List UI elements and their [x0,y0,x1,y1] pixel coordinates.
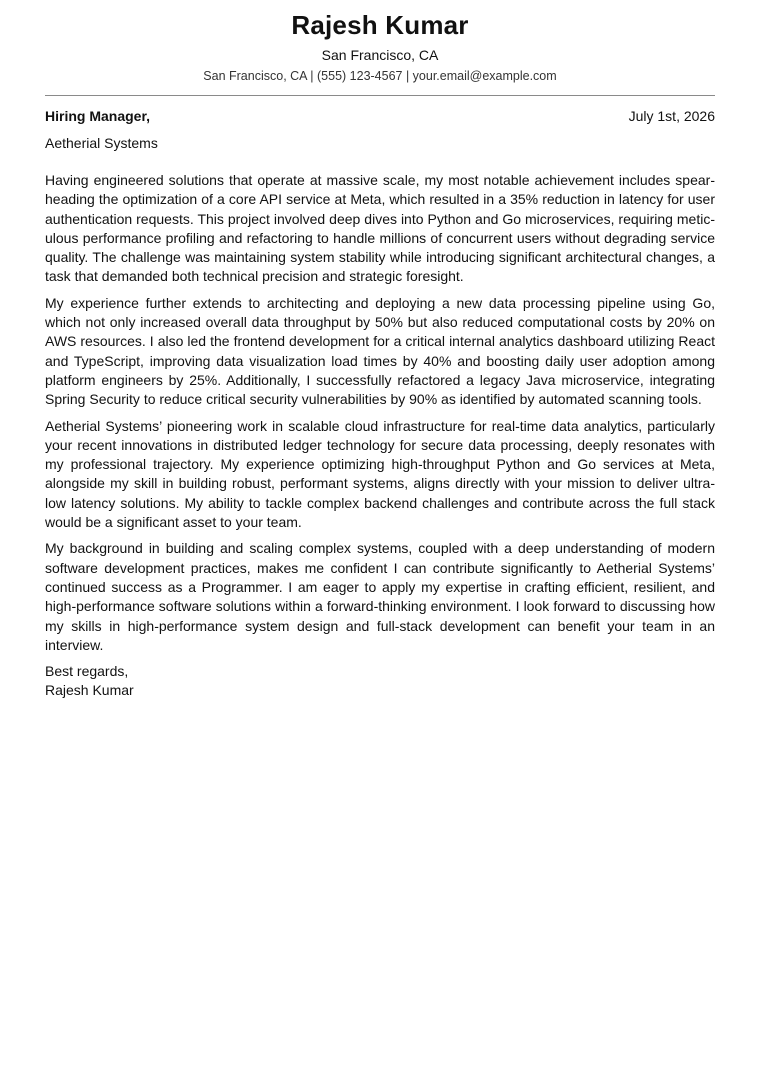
recipient-company: Aetherial Systems [45,135,158,151]
letter-date: July 1st, 2026 [628,108,715,124]
sender-name: Rajesh Kumar [291,10,469,40]
body-paragraph: My background in building and scaling complex systems, coupled with a deep understanding of modern software development practices, makes me confident I can contribute significantly to Aetherial Systems’ continued success as a Programmer. I am eager to apply my expertise in crafting efficient, resilient, and high-performance software solutions within a forward-thinking environment. I look forward to discussing how my skills in high-performance system design and full-stack development can benefit your team in an interview. [45,540,715,653]
closing-phrase: Best regards, [45,663,129,680]
recipient-date-row [45,106,715,126]
signature-name: Rajesh Kumar [45,682,134,699]
letter-header [45,0,715,85]
sender-contact-line: San Francisco, CA | (555) 123-4567 | your.email@example.com [203,69,557,83]
body-paragraph: Aetherial Systems’ pioneering work in scalable cloud infrastructure for real-time data analytics, particularly your recent innovations in distributed ledger technology for secure data processing, deeply resonates with my professional trajectory. My experience optimizing high-throughput Python and Go services at Meta, alongside my skill in building robust, performant systems, aligns directly with your mission to deliver ultra-low latency solutions. My ability to tackle complex backend challenges and contribute across the full stack would be a significant asset to your team. [45,417,715,531]
sender-location: San Francisco, CA [321,47,439,63]
header-divider [45,95,715,96]
recipient-salutation: Hiring Manager, [45,108,151,124]
body-paragraph: My experience further extends to architecting and deploying a new data processing pipeline using Go, which not only increased overall data throughput by 50% but also reduced computational costs by 20% on AWS resources. I also led the frontend development for a critical internal analytics dashboard utilizing React and TypeScript, improving data visualization load times by 40% and boosting daily user adoption among platform engineers by 25%. Additionally, I successfully refactored a legacy Java microservice, integrating Spring Security to reduce critical security vulnerabilities by 90% as identified by automated scanning tools. [45,294,715,408]
letter-body [45,171,715,655]
letter-closing [45,662,715,701]
body-paragraph: Having engineered solutions that operate at massive scale, my most notable achievement includes spearheading the optimization of a core API service at Meta, which resulted in a 35% reduction in latency for user authentication requests. This project involved deep dives into Python and Go microservices, requiring meticulous performance profiling and refactoring to handle millions of concurrent users without degrading service quality. The challenge was maintaining system stability while introducing significant architectural changes, a task that demanded both technical precision and strategic foresight. [45,172,715,285]
